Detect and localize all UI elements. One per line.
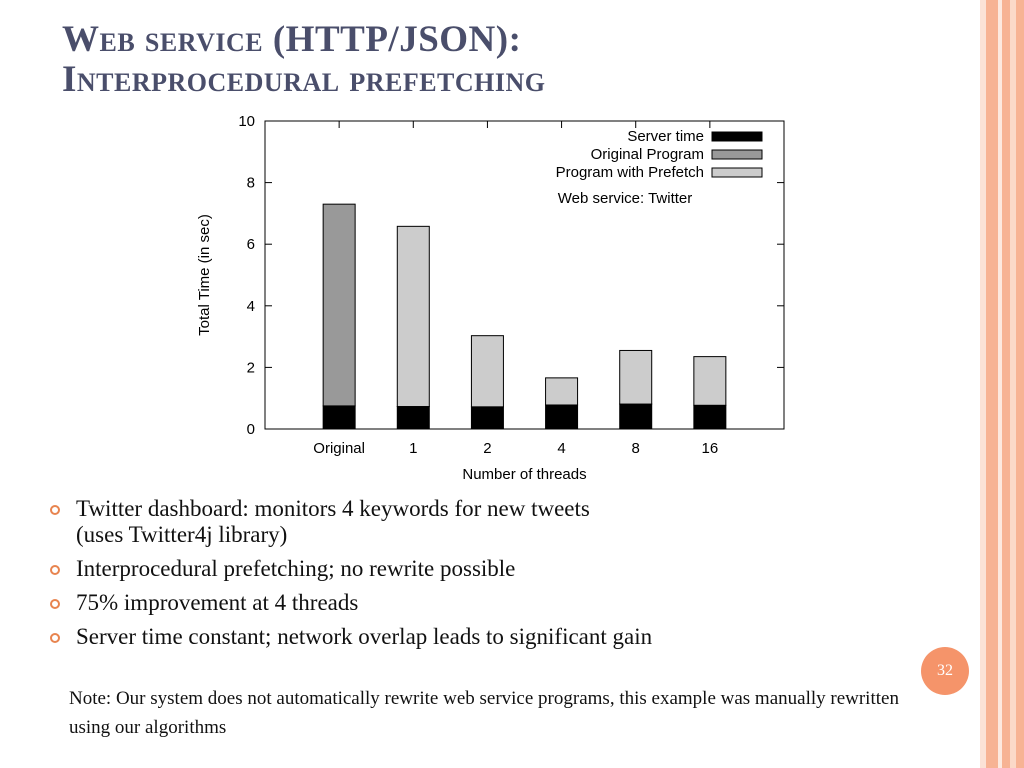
bullet-icon [50, 599, 60, 609]
bullet-item [48, 590, 898, 616]
bullet-item [48, 496, 898, 548]
edge-stripe-4 [1002, 0, 1010, 768]
legend-label: Server time [627, 128, 704, 145]
bullet-item [48, 624, 898, 650]
bar-original-program [323, 204, 355, 406]
legend-swatch [712, 132, 762, 141]
y-axis-label: Total Time (in sec) [196, 214, 213, 336]
y-tick-label: 4 [246, 297, 255, 315]
footnote: Note: Our system does not automatically rewrite web service programs, this example was manually rewritten using our algorithms [69, 688, 899, 738]
legend-swatch [712, 168, 762, 177]
bar-chart [185, 108, 805, 488]
x-tick-label: Original [313, 440, 365, 457]
x-axis-label: Number of threads [462, 466, 587, 483]
x-tick-label: 8 [631, 440, 640, 457]
x-tick-label: 4 [557, 440, 566, 457]
x-tick-label: 1 [409, 440, 418, 457]
bullet-text: Server time constant; network overlap leads to significant gain [76, 624, 653, 649]
bar-program-with-prefetch [546, 378, 578, 405]
edge-stripe-2 [986, 0, 998, 768]
bullet-icon [50, 565, 60, 575]
x-tick-label: 16 [701, 440, 719, 457]
bullet-icon [50, 505, 60, 515]
legend-label: Original Program [590, 146, 704, 163]
y-tick-label: 2 [246, 359, 255, 377]
bullet-item [48, 556, 898, 582]
slide-title [62, 20, 546, 100]
bullet-list [48, 496, 898, 658]
y-tick-label: 6 [246, 236, 255, 254]
y-tick-label: 8 [246, 174, 255, 192]
bar-program-with-prefetch [694, 357, 726, 406]
y-tick-label: 0 [246, 421, 255, 438]
x-tick-label: 2 [483, 440, 492, 457]
legend-label: Program with Prefetch [555, 164, 704, 181]
bullet-text: 75% improvement at 4 threads [76, 590, 359, 615]
bar-program-with-prefetch [397, 226, 429, 406]
bullet-text: Twitter dashboard: monitors 4 keywords for new tweets [76, 496, 590, 521]
edge-stripe-6 [1016, 0, 1024, 768]
bullet-text-continued: (uses Twitter4j library) [76, 522, 288, 547]
bullet-text: Interprocedural prefetching; no rewrite possible [76, 556, 516, 581]
bar-program-with-prefetch [471, 336, 503, 407]
legend-swatch [712, 150, 762, 159]
bar-program-with-prefetch [620, 350, 652, 404]
page-number-badge: 32 [921, 647, 969, 695]
chart-annotation: Web service: Twitter [557, 190, 693, 207]
y-tick-label: 10 [238, 113, 255, 130]
title-line-2: Interprocedural prefetching [62, 59, 546, 100]
title-line-1: Web service (HTTP/JSON): [62, 19, 522, 60]
bullet-icon [50, 633, 60, 643]
